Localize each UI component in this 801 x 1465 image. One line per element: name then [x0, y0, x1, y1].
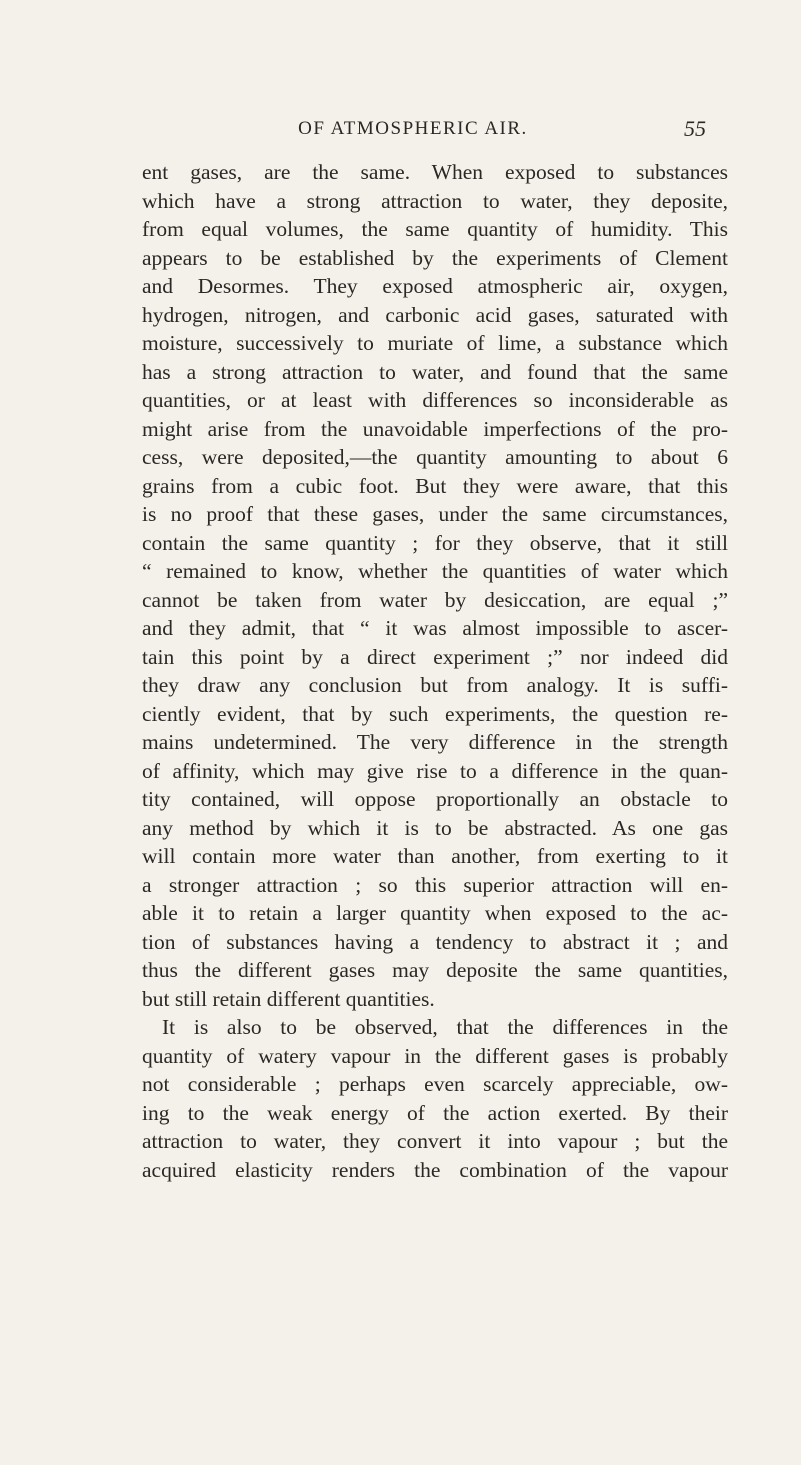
text-line: of affinity, which may give rise to a difference in the quan-: [142, 758, 728, 783]
text-line: tain this point by a direct experiment ;” nor indeed did: [142, 644, 728, 669]
text-line: is no proof that these gases, under the same circumstances,: [142, 502, 728, 526]
text-line: thus the different gases may deposite the same quantities,: [142, 958, 728, 982]
text-line: It is also to be observed, that the differences in the: [162, 1015, 728, 1039]
text-line: and they admit, that “ it was almost impossible to ascer-: [142, 616, 728, 640]
text-line: from equal volumes, the same quantity of humidity. This: [142, 217, 728, 241]
text-line: mains undetermined. The very difference in the strength: [142, 730, 728, 754]
text-line: ciently evident, that by such experiments, the question re-: [142, 701, 728, 726]
page-number: 55: [684, 116, 706, 141]
text-line: able it to retain a larger quantity when exposed to the ac-: [142, 901, 728, 925]
text-line: has a strong attraction to water, and found that the same: [142, 359, 728, 384]
text-line: tity contained, will oppose proportionally an obstacle to: [142, 787, 728, 811]
text-line: moisture, successively to muriate of lime, a substance which: [142, 331, 728, 355]
text-line: cannot be taken from water by desiccation, are equal ;”: [142, 587, 728, 612]
text-line: will contain more water than another, from exerting to it: [142, 844, 728, 868]
text-line: ing to the weak energy of the action exerted. By their: [142, 1100, 728, 1125]
text-line: ent gases, are the same. When exposed to substances: [142, 160, 728, 184]
text-line: and Desormes. They exposed atmospheric air, oxygen,: [142, 274, 728, 298]
text-line: a stronger attraction ; so this superior attraction will en-: [142, 872, 728, 897]
text-line: not considerable ; perhaps even scarcely appreciable, ow-: [142, 1072, 728, 1096]
text-line: appears to be established by the experiments of Clement: [142, 245, 728, 270]
text-line: quantities, or at least with differences so inconsiderable as: [142, 388, 728, 412]
text-line: “ remained to know, whether the quantities of water which: [142, 559, 728, 583]
body-text: [142, 158, 728, 1184]
text-line: they draw any conclusion but from analogy. It is suffi-: [142, 673, 728, 697]
text-line: cess, were deposited,—the quantity amounting to about 6: [142, 445, 728, 469]
text-line: tion of substances having a tendency to abstract it ; and: [142, 929, 728, 954]
text-line: which have a strong attraction to water, they deposite,: [142, 188, 728, 213]
running-title: OF ATMOSPHERIC AIR.: [298, 118, 528, 139]
text-line: grains from a cubic foot. But they were aware, that this: [142, 473, 728, 498]
text-line: attraction to water, they convert it into vapour ; but the: [142, 1129, 728, 1153]
text-line: hydrogen, nitrogen, and carbonic acid gases, saturated with: [142, 302, 728, 327]
text-line: might arise from the unavoidable imperfections of the pro-: [142, 416, 728, 441]
text-line: contain the same quantity ; for they observe, that it still: [142, 530, 728, 555]
text-line: acquired elasticity renders the combination of the vapour: [142, 1157, 728, 1182]
text-line: but still retain different quantities.: [142, 986, 435, 1011]
running-head: [120, 116, 706, 144]
text-line: quantity of watery vapour in the different gases is probably: [142, 1043, 728, 1068]
text-line: any method by which it is to be abstracted. As one gas: [142, 815, 728, 840]
